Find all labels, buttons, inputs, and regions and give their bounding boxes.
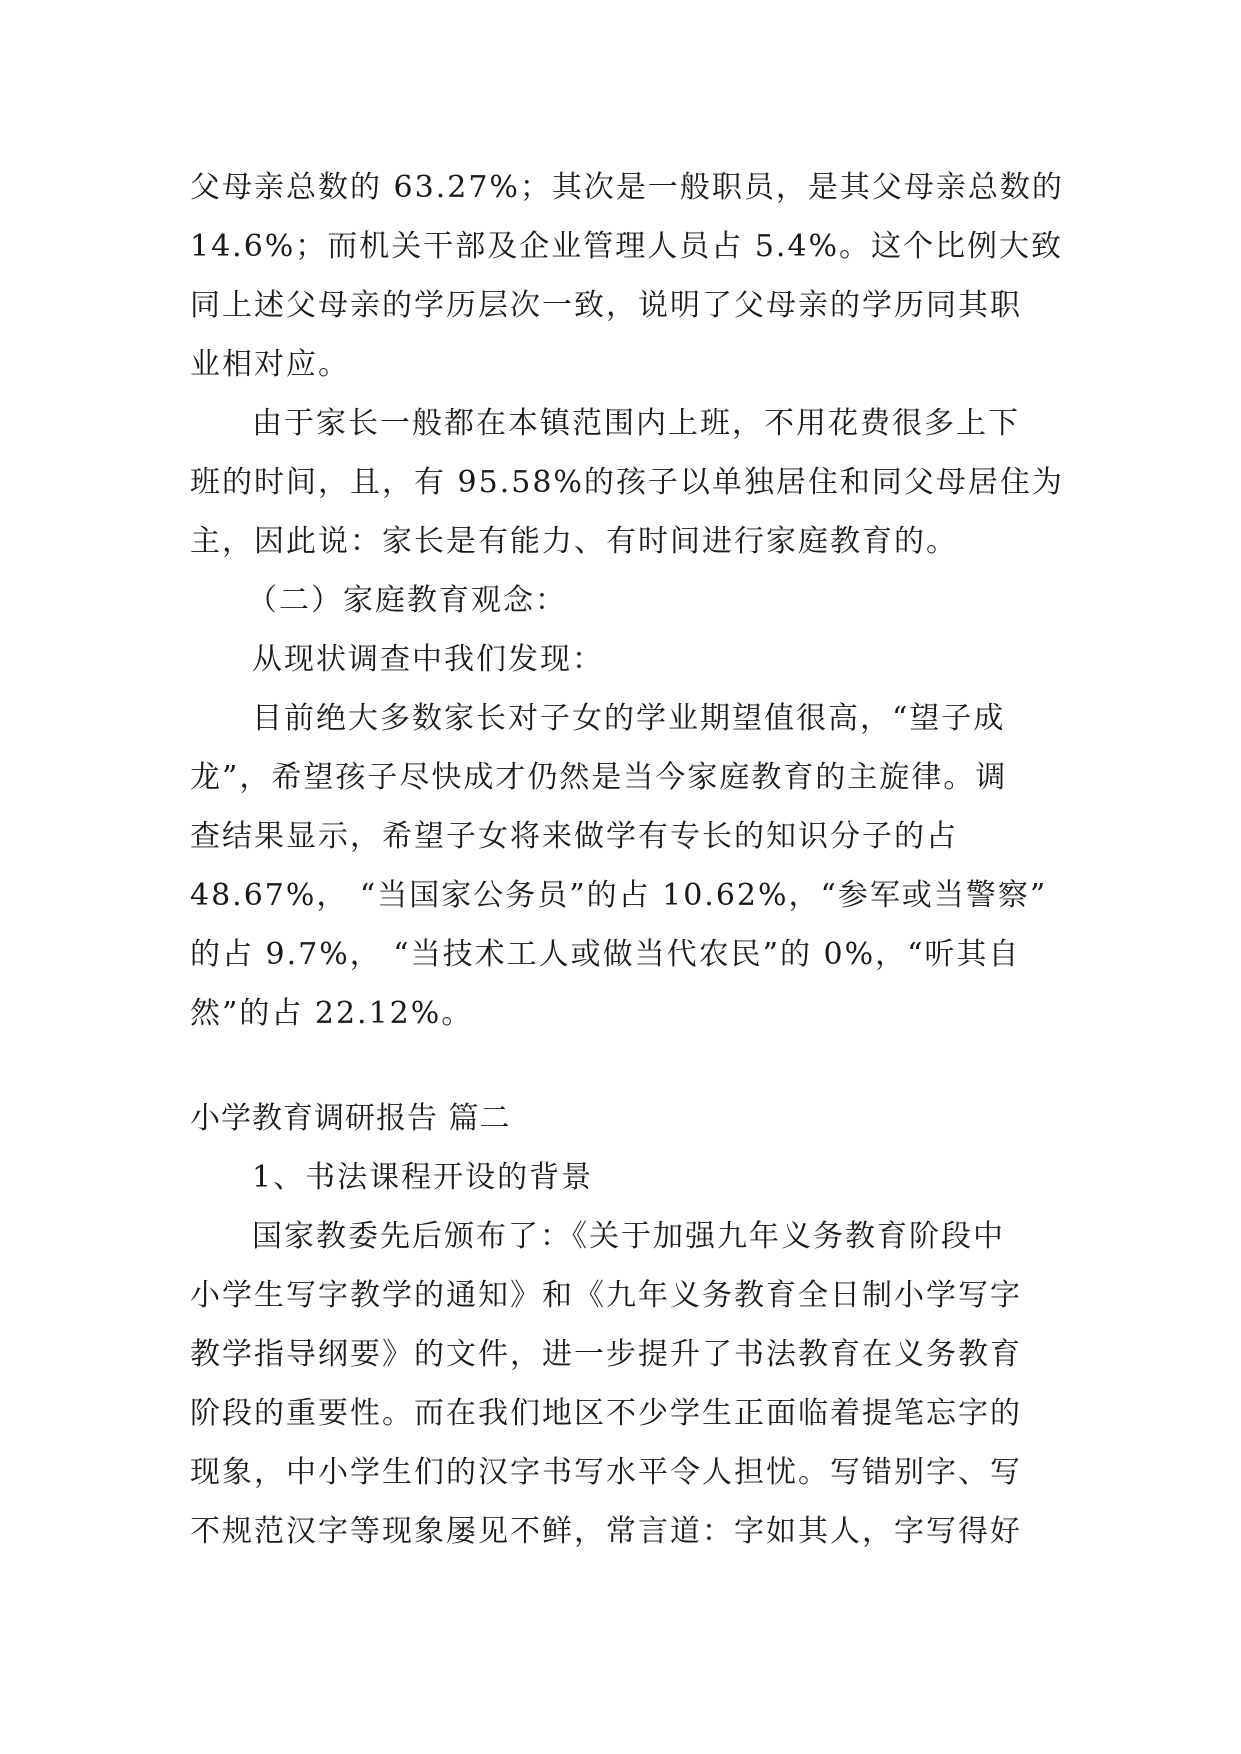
subsection-heading: 1、书法课程开设的背景 (252, 1160, 594, 1195)
paragraph-line: 从现状调查中我们发现： (252, 642, 604, 677)
paragraph-line: 教学指导纲要》的文件，进一步提升了书法教育在义务教育 (190, 1337, 1022, 1372)
paragraph-line: 同上述父母亲的学历层次一致，说明了父母亲的学历同其职 (190, 288, 1022, 323)
paragraph-line: 小学生写字教学的通知》和《九年义务教育全日制小学写字 (190, 1278, 1022, 1313)
paragraph-line: 现象，中小学生们的汉字书写水平令人担忧。写错别字、写 (190, 1455, 1022, 1490)
paragraph-line: 国家教委先后颁布了：《关于加强九年义务教育阶段中 (252, 1219, 1005, 1254)
paragraph-line: 目前绝大多数家长对子女的学业期望值很高，“望子成 (252, 701, 1006, 736)
paragraph-line: 阶段的重要性。而在我们地区不少学生正面临着提笔忘字的 (190, 1396, 1022, 1431)
section-heading: （二）家庭教育观念： (247, 583, 567, 618)
paragraph-line: 龙”，希望孩子尽快成才仍然是当今家庭教育的主旋律。调 (190, 760, 1008, 795)
section-title: 小学教育调研报告 篇二 (190, 1101, 511, 1136)
paragraph-line: 班的时间，且，有 95.58%的孩子以单独居住和同父母居住为 (190, 465, 1064, 500)
paragraph-line: 48.67%， “当国家公务员”的占 10.62%，“参军或当警察” (190, 878, 1048, 913)
paragraph-line: 主，因此说：家长是有能力、有时间进行家庭教育的。 (190, 524, 958, 559)
paragraph-line: 的占 9.7%， “当技术工人或做当代农民”的 0%，“听其自 (190, 937, 1021, 972)
paragraph-line: 父母亲总数的 63.27%；其次是一般职员，是其父母亲总数的 (190, 170, 1064, 205)
paragraph-line: 14.6%；而机关干部及企业管理人员占 5.4%。这个比例大致 (190, 229, 1064, 264)
paragraph-line: 不规范汉字等现象屡见不鲜，常言道：字如其人，字写得好 (190, 1514, 1022, 1549)
paragraph-line: 然”的占 22.12%。 (190, 996, 474, 1031)
paragraph-line: 业相对应。 (190, 347, 350, 382)
paragraph-line: 由于家长一般都在本镇范围内上班，不用花费很多上下 (252, 406, 1020, 441)
paragraph-line: 查结果显示，希望子女将来做学有专长的知识分子的占 (190, 819, 958, 854)
